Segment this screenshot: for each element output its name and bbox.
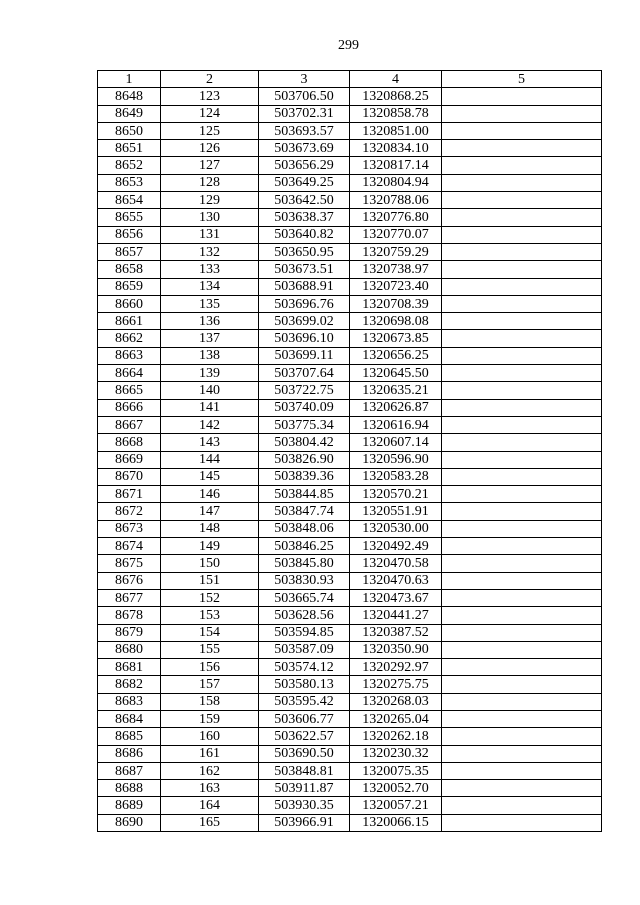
y-coordinate-cell: 1320075.35: [350, 762, 442, 779]
vertex-number-cell: 140: [161, 382, 259, 399]
vertex-number-cell: 156: [161, 659, 259, 676]
point-number-cell: 8682: [98, 676, 161, 693]
x-coordinate-cell: 503699.11: [259, 347, 350, 364]
vertex-number-cell: 127: [161, 157, 259, 174]
table-row: [98, 140, 602, 157]
note-cell: [442, 226, 602, 243]
vertex-number-cell: 128: [161, 174, 259, 191]
table-row: [98, 88, 602, 105]
y-coordinate-cell: 1320723.40: [350, 278, 442, 295]
table-row: [98, 710, 602, 727]
note-cell: [442, 589, 602, 606]
vertex-number-cell: 144: [161, 451, 259, 468]
x-coordinate-cell: 503638.37: [259, 209, 350, 226]
x-coordinate-cell: 503930.35: [259, 797, 350, 814]
y-coordinate-cell: 1320057.21: [350, 797, 442, 814]
x-coordinate-cell: 503688.91: [259, 278, 350, 295]
x-coordinate-cell: 503699.02: [259, 313, 350, 330]
vertex-number-cell: 135: [161, 295, 259, 312]
vertex-number-cell: 137: [161, 330, 259, 347]
vertex-number-cell: 153: [161, 607, 259, 624]
vertex-number-cell: 129: [161, 192, 259, 209]
note-cell: [442, 468, 602, 485]
y-coordinate-cell: 1320635.21: [350, 382, 442, 399]
y-coordinate-cell: 1320770.07: [350, 226, 442, 243]
x-coordinate-cell: 503722.75: [259, 382, 350, 399]
note-cell: [442, 434, 602, 451]
vertex-number-cell: 146: [161, 486, 259, 503]
x-coordinate-cell: 503656.29: [259, 157, 350, 174]
point-number-cell: 8652: [98, 157, 161, 174]
table-row: [98, 745, 602, 762]
x-coordinate-cell: 503804.42: [259, 434, 350, 451]
x-coordinate-cell: 503696.10: [259, 330, 350, 347]
table-row: [98, 814, 602, 831]
point-number-cell: 8648: [98, 88, 161, 105]
y-coordinate-cell: 1320292.97: [350, 659, 442, 676]
note-cell: [442, 88, 602, 105]
table-row: [98, 157, 602, 174]
note-cell: [442, 607, 602, 624]
table-row: [98, 572, 602, 589]
x-coordinate-cell: 503844.85: [259, 486, 350, 503]
vertex-number-cell: 145: [161, 468, 259, 485]
note-cell: [442, 659, 602, 676]
point-number-cell: 8688: [98, 780, 161, 797]
vertex-number-cell: 125: [161, 122, 259, 139]
y-coordinate-cell: 1320851.00: [350, 122, 442, 139]
note-cell: [442, 693, 602, 710]
x-coordinate-cell: 503690.50: [259, 745, 350, 762]
x-coordinate-cell: 503830.93: [259, 572, 350, 589]
y-coordinate-cell: 1320817.14: [350, 157, 442, 174]
x-coordinate-cell: 503649.25: [259, 174, 350, 191]
y-coordinate-cell: 1320473.67: [350, 589, 442, 606]
note-cell: [442, 538, 602, 555]
note-cell: [442, 157, 602, 174]
y-coordinate-cell: 1320656.25: [350, 347, 442, 364]
vertex-number-cell: 159: [161, 710, 259, 727]
y-coordinate-cell: 1320673.85: [350, 330, 442, 347]
vertex-number-cell: 158: [161, 693, 259, 710]
table-row: [98, 399, 602, 416]
table-row: [98, 347, 602, 364]
note-cell: [442, 261, 602, 278]
note-cell: [442, 243, 602, 260]
vertex-number-cell: 142: [161, 416, 259, 433]
vertex-number-cell: 138: [161, 347, 259, 364]
x-coordinate-cell: 503911.87: [259, 780, 350, 797]
table-row: [98, 330, 602, 347]
point-number-cell: 8681: [98, 659, 161, 676]
note-cell: [442, 382, 602, 399]
y-coordinate-cell: 1320551.91: [350, 503, 442, 520]
point-number-cell: 8657: [98, 243, 161, 260]
table-row: [98, 105, 602, 122]
point-number-cell: 8680: [98, 641, 161, 658]
table-row: [98, 451, 602, 468]
column-header-4: 4: [350, 71, 442, 88]
table-row: [98, 192, 602, 209]
y-coordinate-cell: 1320268.03: [350, 693, 442, 710]
x-coordinate-cell: 503673.69: [259, 140, 350, 157]
vertex-number-cell: 160: [161, 728, 259, 745]
note-cell: [442, 451, 602, 468]
x-coordinate-cell: 503606.77: [259, 710, 350, 727]
table-row: [98, 624, 602, 641]
point-number-cell: 8684: [98, 710, 161, 727]
note-cell: [442, 728, 602, 745]
point-number-cell: 8674: [98, 538, 161, 555]
point-number-cell: 8659: [98, 278, 161, 295]
table-row: [98, 780, 602, 797]
point-number-cell: 8685: [98, 728, 161, 745]
y-coordinate-cell: 1320530.00: [350, 520, 442, 537]
y-coordinate-cell: 1320441.27: [350, 607, 442, 624]
table-row: [98, 122, 602, 139]
table-row: [98, 261, 602, 278]
point-number-cell: 8689: [98, 797, 161, 814]
point-number-cell: 8654: [98, 192, 161, 209]
table-row: [98, 728, 602, 745]
y-coordinate-cell: 1320804.94: [350, 174, 442, 191]
x-coordinate-cell: 503640.82: [259, 226, 350, 243]
point-number-cell: 8661: [98, 313, 161, 330]
table-row: [98, 555, 602, 572]
table-row: [98, 659, 602, 676]
note-cell: [442, 295, 602, 312]
x-coordinate-cell: 503846.25: [259, 538, 350, 555]
table-row: [98, 295, 602, 312]
table-row: [98, 209, 602, 226]
note-cell: [442, 347, 602, 364]
point-number-cell: 8658: [98, 261, 161, 278]
point-number-cell: 8673: [98, 520, 161, 537]
vertex-number-cell: 124: [161, 105, 259, 122]
x-coordinate-cell: 503673.51: [259, 261, 350, 278]
table-body: [98, 88, 602, 832]
point-number-cell: 8676: [98, 572, 161, 589]
point-number-cell: 8683: [98, 693, 161, 710]
vertex-number-cell: 141: [161, 399, 259, 416]
y-coordinate-cell: 1320759.29: [350, 243, 442, 260]
vertex-number-cell: 136: [161, 313, 259, 330]
x-coordinate-cell: 503665.74: [259, 589, 350, 606]
y-coordinate-cell: 1320708.39: [350, 295, 442, 312]
y-coordinate-cell: 1320596.90: [350, 451, 442, 468]
y-coordinate-cell: 1320645.50: [350, 365, 442, 382]
note-cell: [442, 278, 602, 295]
table-row: [98, 226, 602, 243]
point-number-cell: 8655: [98, 209, 161, 226]
point-number-cell: 8666: [98, 399, 161, 416]
x-coordinate-cell: 503622.57: [259, 728, 350, 745]
note-cell: [442, 520, 602, 537]
vertex-number-cell: 149: [161, 538, 259, 555]
vertex-number-cell: 161: [161, 745, 259, 762]
note-cell: [442, 814, 602, 831]
table-row: [98, 313, 602, 330]
vertex-number-cell: 151: [161, 572, 259, 589]
note-cell: [442, 555, 602, 572]
note-cell: [442, 641, 602, 658]
note-cell: [442, 416, 602, 433]
y-coordinate-cell: 1320470.63: [350, 572, 442, 589]
note-cell: [442, 572, 602, 589]
point-number-cell: 8671: [98, 486, 161, 503]
y-coordinate-cell: 1320275.75: [350, 676, 442, 693]
point-number-cell: 8653: [98, 174, 161, 191]
point-number-cell: 8664: [98, 365, 161, 382]
y-coordinate-cell: 1320470.58: [350, 555, 442, 572]
vertex-number-cell: 148: [161, 520, 259, 537]
x-coordinate-cell: 503628.56: [259, 607, 350, 624]
vertex-number-cell: 123: [161, 88, 259, 105]
y-coordinate-cell: 1320607.14: [350, 434, 442, 451]
note-cell: [442, 140, 602, 157]
point-number-cell: 8677: [98, 589, 161, 606]
y-coordinate-cell: 1320066.15: [350, 814, 442, 831]
y-coordinate-cell: 1320052.70: [350, 780, 442, 797]
point-number-cell: 8662: [98, 330, 161, 347]
note-cell: [442, 105, 602, 122]
x-coordinate-cell: 503826.90: [259, 451, 350, 468]
point-number-cell: 8670: [98, 468, 161, 485]
x-coordinate-cell: 503966.91: [259, 814, 350, 831]
note-cell: [442, 330, 602, 347]
point-number-cell: 8675: [98, 555, 161, 572]
y-coordinate-cell: 1320834.10: [350, 140, 442, 157]
point-number-cell: 8660: [98, 295, 161, 312]
table-header: [98, 71, 602, 88]
x-coordinate-cell: 503848.06: [259, 520, 350, 537]
point-number-cell: 8650: [98, 122, 161, 139]
x-coordinate-cell: 503707.64: [259, 365, 350, 382]
y-coordinate-cell: 1320492.49: [350, 538, 442, 555]
point-number-cell: 8690: [98, 814, 161, 831]
y-coordinate-cell: 1320616.94: [350, 416, 442, 433]
y-coordinate-cell: 1320570.21: [350, 486, 442, 503]
y-coordinate-cell: 1320350.90: [350, 641, 442, 658]
y-coordinate-cell: 1320583.28: [350, 468, 442, 485]
column-header-3: 3: [259, 71, 350, 88]
note-cell: [442, 192, 602, 209]
x-coordinate-cell: 503847.74: [259, 503, 350, 520]
point-number-cell: 8687: [98, 762, 161, 779]
table-row: [98, 797, 602, 814]
note-cell: [442, 676, 602, 693]
note-cell: [442, 313, 602, 330]
vertex-number-cell: 164: [161, 797, 259, 814]
point-number-cell: 8678: [98, 607, 161, 624]
note-cell: [442, 710, 602, 727]
x-coordinate-cell: 503587.09: [259, 641, 350, 658]
vertex-number-cell: 131: [161, 226, 259, 243]
table-row: [98, 538, 602, 555]
table-row: [98, 416, 602, 433]
vertex-number-cell: 154: [161, 624, 259, 641]
note-cell: [442, 174, 602, 191]
vertex-number-cell: 134: [161, 278, 259, 295]
table-row: [98, 486, 602, 503]
y-coordinate-cell: 1320265.04: [350, 710, 442, 727]
vertex-number-cell: 139: [161, 365, 259, 382]
vertex-number-cell: 165: [161, 814, 259, 831]
point-number-cell: 8686: [98, 745, 161, 762]
x-coordinate-cell: 503696.76: [259, 295, 350, 312]
point-number-cell: 8679: [98, 624, 161, 641]
point-number-cell: 8668: [98, 434, 161, 451]
vertex-number-cell: 126: [161, 140, 259, 157]
y-coordinate-cell: 1320626.87: [350, 399, 442, 416]
x-coordinate-cell: 503845.80: [259, 555, 350, 572]
coordinates-table: [97, 70, 602, 832]
point-number-cell: 8656: [98, 226, 161, 243]
x-coordinate-cell: 503848.81: [259, 762, 350, 779]
point-number-cell: 8667: [98, 416, 161, 433]
note-cell: [442, 399, 602, 416]
vertex-number-cell: 162: [161, 762, 259, 779]
table-row: [98, 503, 602, 520]
x-coordinate-cell: 503702.31: [259, 105, 350, 122]
x-coordinate-cell: 503580.13: [259, 676, 350, 693]
vertex-number-cell: 157: [161, 676, 259, 693]
table-row: [98, 520, 602, 537]
note-cell: [442, 122, 602, 139]
column-header-2: 2: [161, 71, 259, 88]
table-row: [98, 434, 602, 451]
y-coordinate-cell: 1320387.52: [350, 624, 442, 641]
page-number: 299: [338, 38, 359, 53]
note-cell: [442, 762, 602, 779]
y-coordinate-cell: 1320738.97: [350, 261, 442, 278]
note-cell: [442, 209, 602, 226]
vertex-number-cell: 155: [161, 641, 259, 658]
table-row: [98, 382, 602, 399]
vertex-number-cell: 150: [161, 555, 259, 572]
point-number-cell: 8663: [98, 347, 161, 364]
note-cell: [442, 624, 602, 641]
table-row: [98, 589, 602, 606]
note-cell: [442, 486, 602, 503]
vertex-number-cell: 132: [161, 243, 259, 260]
vertex-number-cell: 133: [161, 261, 259, 278]
table-row: [98, 243, 602, 260]
y-coordinate-cell: 1320230.32: [350, 745, 442, 762]
table-row: [98, 278, 602, 295]
x-coordinate-cell: 503642.50: [259, 192, 350, 209]
vertex-number-cell: 130: [161, 209, 259, 226]
y-coordinate-cell: 1320698.08: [350, 313, 442, 330]
note-cell: [442, 780, 602, 797]
y-coordinate-cell: 1320776.80: [350, 209, 442, 226]
table-row: [98, 607, 602, 624]
x-coordinate-cell: 503706.50: [259, 88, 350, 105]
vertex-number-cell: 143: [161, 434, 259, 451]
table-row: [98, 365, 602, 382]
table-row: [98, 174, 602, 191]
header-row: [98, 71, 602, 88]
y-coordinate-cell: 1320868.25: [350, 88, 442, 105]
x-coordinate-cell: 503595.42: [259, 693, 350, 710]
vertex-number-cell: 147: [161, 503, 259, 520]
table-row: [98, 676, 602, 693]
table-row: [98, 468, 602, 485]
note-cell: [442, 503, 602, 520]
x-coordinate-cell: 503650.95: [259, 243, 350, 260]
x-coordinate-cell: 503839.36: [259, 468, 350, 485]
x-coordinate-cell: 503775.34: [259, 416, 350, 433]
note-cell: [442, 797, 602, 814]
note-cell: [442, 745, 602, 762]
x-coordinate-cell: 503594.85: [259, 624, 350, 641]
vertex-number-cell: 163: [161, 780, 259, 797]
table-row: [98, 641, 602, 658]
y-coordinate-cell: 1320262.18: [350, 728, 442, 745]
vertex-number-cell: 152: [161, 589, 259, 606]
column-header-5: 5: [442, 71, 602, 88]
y-coordinate-cell: 1320788.06: [350, 192, 442, 209]
table-row: [98, 762, 602, 779]
note-cell: [442, 365, 602, 382]
point-number-cell: 8669: [98, 451, 161, 468]
x-coordinate-cell: 503574.12: [259, 659, 350, 676]
point-number-cell: 8672: [98, 503, 161, 520]
point-number-cell: 8649: [98, 105, 161, 122]
column-header-1: 1: [98, 71, 161, 88]
point-number-cell: 8651: [98, 140, 161, 157]
point-number-cell: 8665: [98, 382, 161, 399]
y-coordinate-cell: 1320858.78: [350, 105, 442, 122]
x-coordinate-cell: 503693.57: [259, 122, 350, 139]
x-coordinate-cell: 503740.09: [259, 399, 350, 416]
table-row: [98, 693, 602, 710]
